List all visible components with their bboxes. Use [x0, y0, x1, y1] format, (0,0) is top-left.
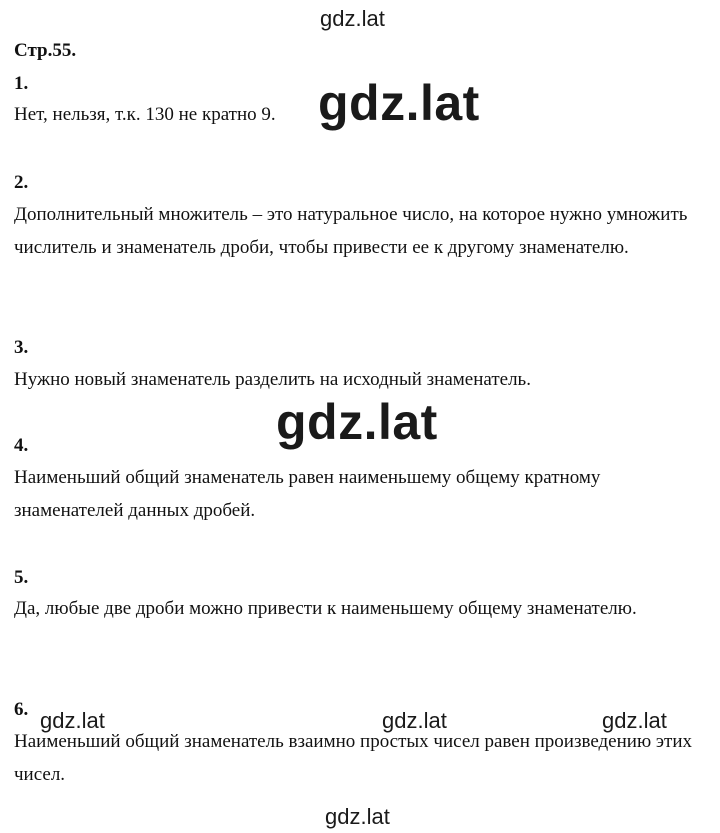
watermark-footer: gdz.lat [325, 804, 390, 829]
question-number-2: 2. [14, 172, 29, 193]
question-number-5: 5. [14, 567, 29, 588]
watermark-large-middle: gdz.lat [276, 394, 438, 450]
watermark-bottom-center: gdz.lat [382, 708, 447, 733]
watermark-large-top: gdz.lat [318, 75, 480, 131]
answer-text-5: Да, любые две дроби можно привести к наименьшему общему знаменателю. [14, 598, 637, 619]
answer-text-4: Наименьший общий знаменатель равен наименьшему общему кратному знаменателей данных дробей. [14, 467, 601, 521]
page-title: Стр.55. [14, 40, 77, 61]
answer-text-1: Нет, нельзя, т.к. 130 не кратно 9. [14, 104, 276, 125]
question-number-3: 3. [14, 337, 29, 358]
answer-text-3: Нужно новый знаменатель разделить на исходный знаменатель. [14, 369, 531, 390]
answer-text-2: Дополнительный множитель – это натуральное число, на которое нужно умножить числитель и знаменатель дроби, чтобы привести ее к другому знаменателю. [14, 204, 688, 258]
watermark-bottom-right: gdz.lat [602, 708, 667, 733]
question-number-1: 1. [14, 73, 29, 94]
question-number-4: 4. [14, 435, 29, 456]
question-number-6: 6. [14, 699, 29, 720]
answer-text-6: Наименьший общий знаменатель взаимно простых чисел равен произведению этих чисел. [14, 731, 693, 785]
watermark-top: gdz.lat [320, 6, 385, 31]
watermark-bottom-left: gdz.lat [40, 708, 105, 733]
